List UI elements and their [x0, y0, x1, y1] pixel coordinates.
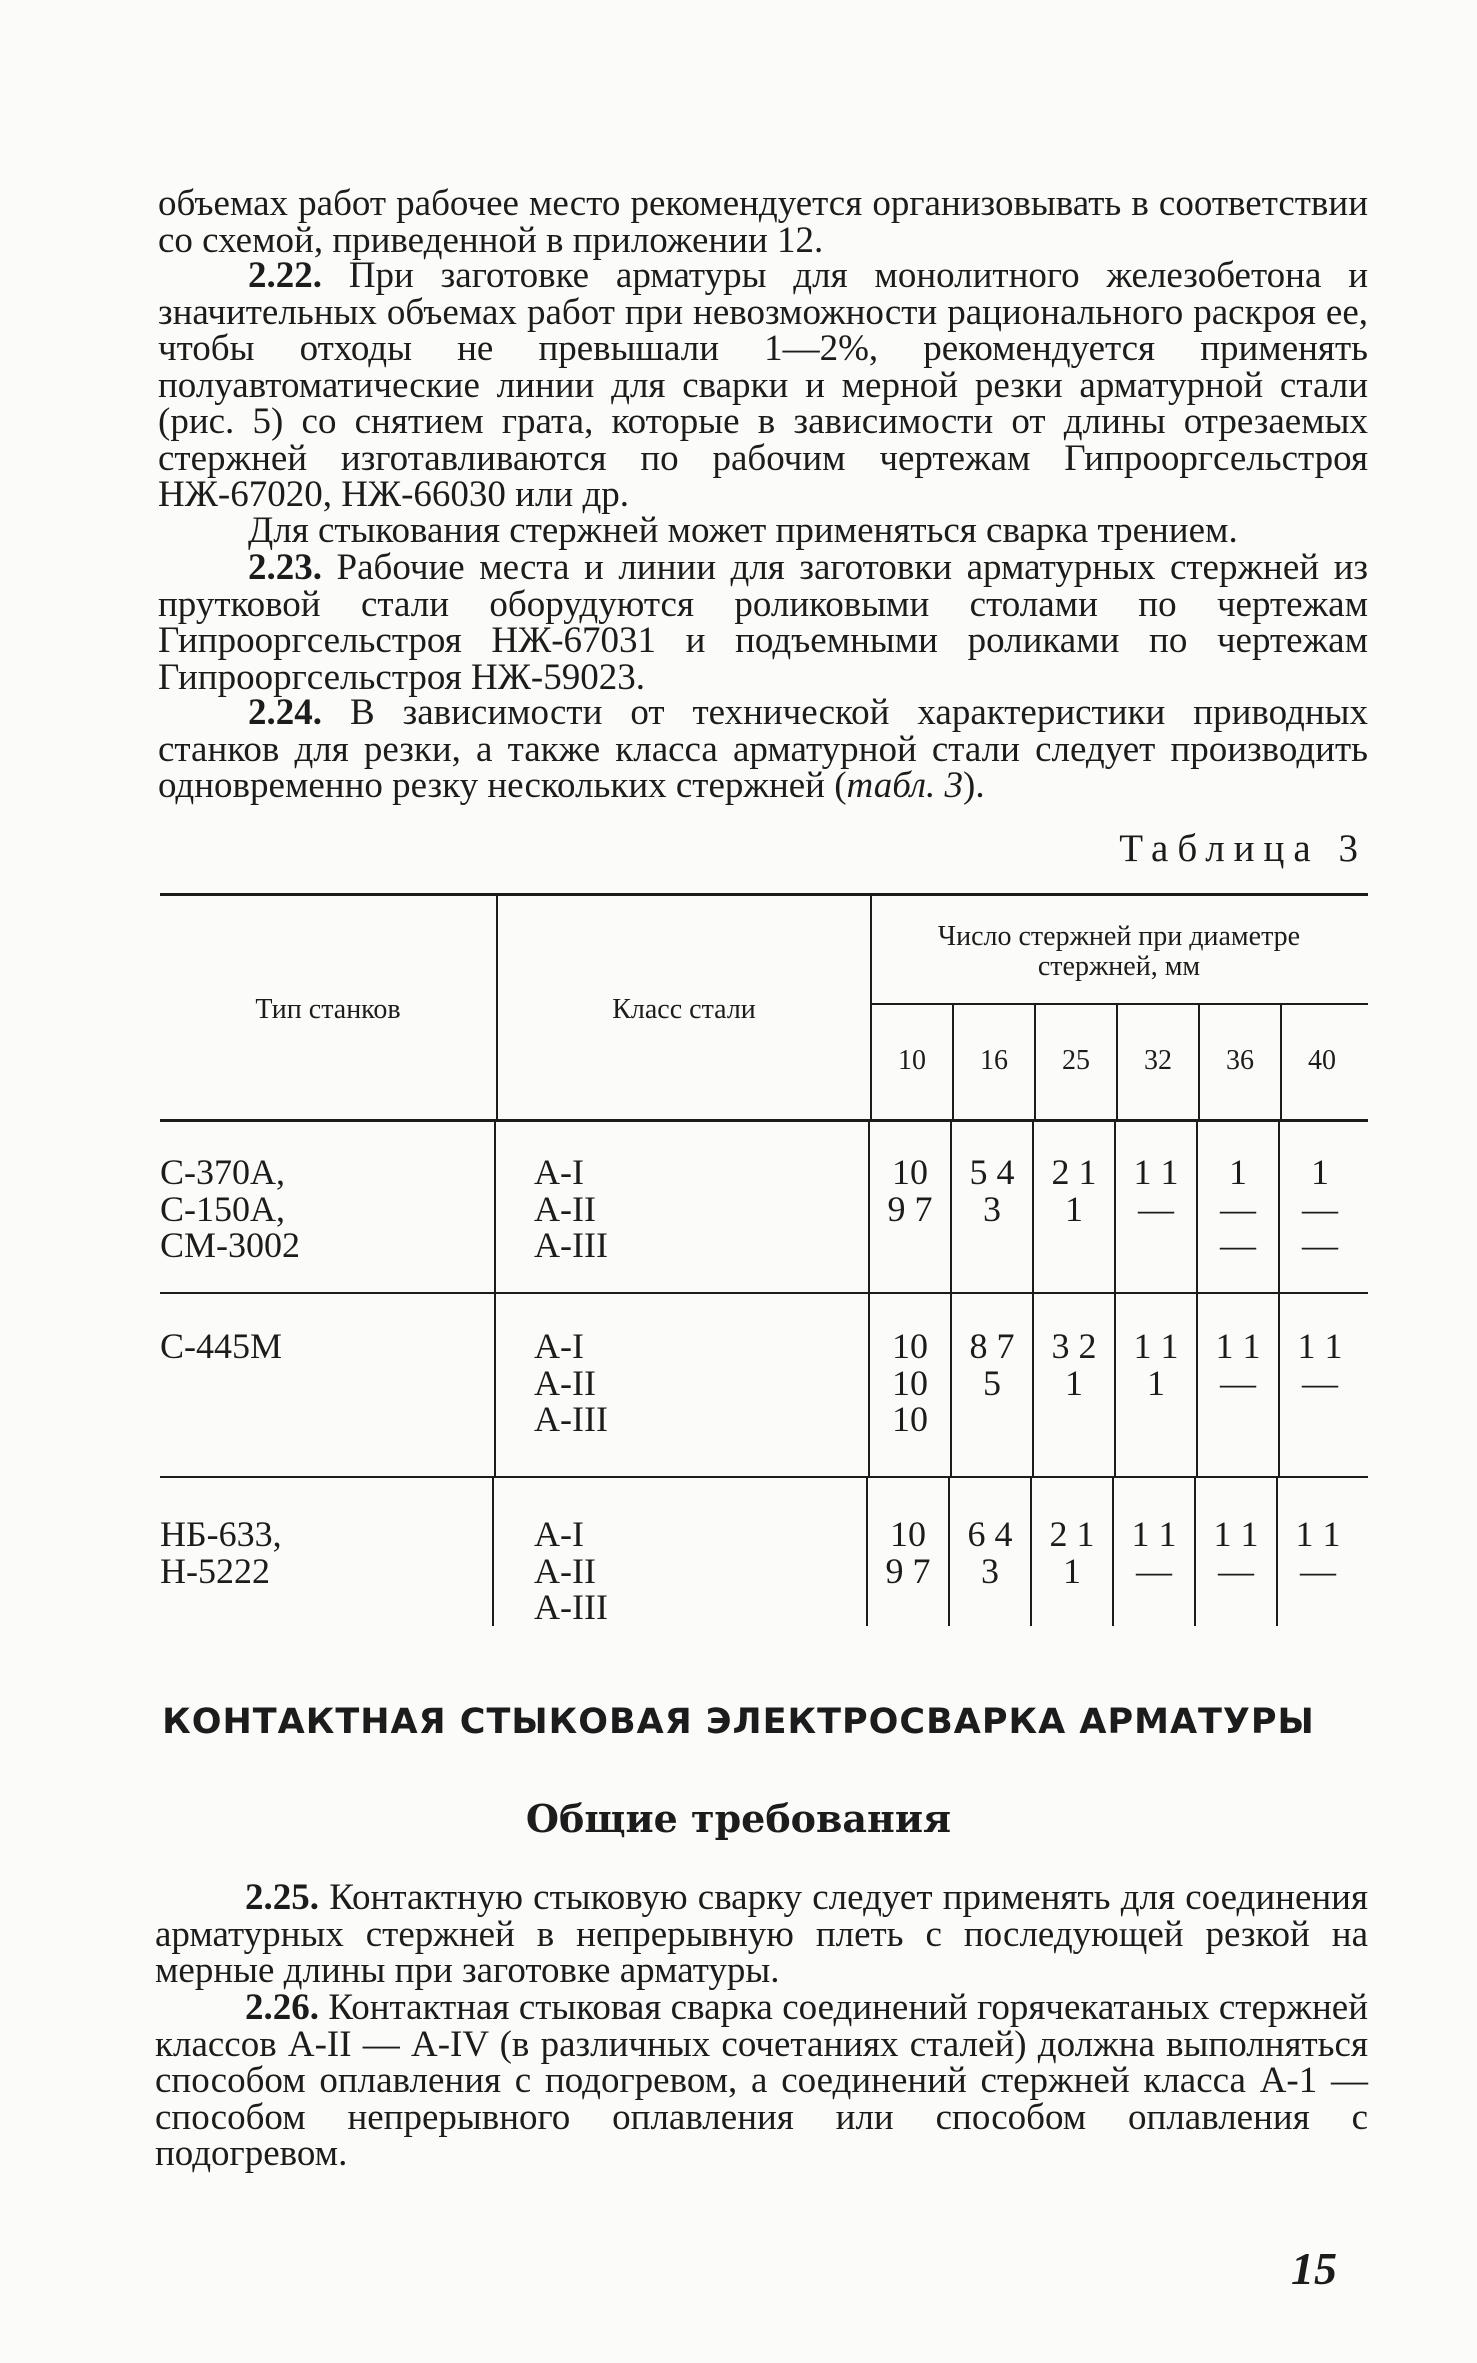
header-diameter-25: 25: [1062, 1045, 1090, 1076]
clause-number: 2.22.: [248, 255, 322, 296]
table-reference: табл. 3: [846, 765, 964, 806]
clause-number: 2.26.: [245, 1987, 319, 2028]
table-cell-values: 8 7 5: [969, 1326, 1015, 1403]
paragraph-2-26: 2.26. Контактная стыковая сварка соединений горячекатаных стержней классов А-II — А-IV (в различных сочетаниях сталей) должна выполняться способом оплавления с подогревом, а соединений стержней класса А-1 — способом непрерывного оплавления или способом оплавления с подогревом.: [155, 1987, 1368, 2174]
group-separator: [160, 1476, 1368, 1478]
header-diameter-32: 32: [1144, 1045, 1172, 1076]
table-cell-values: 10 10 10: [892, 1326, 928, 1439]
section-subtitle: Общие требования: [525, 1796, 952, 1841]
table-cell-values: 1 1 1: [1133, 1326, 1179, 1403]
header-machine-type: Тип станков: [255, 994, 401, 1025]
clause-number: 2.23.: [248, 547, 322, 588]
paragraph-2-25: 2.25. Контактную стыковую сварку следует применять для соединения арматурных стержней в непрерывную плеть с последующей резкой на мерные длины при заготовке арматуры.: [155, 1877, 1368, 1991]
table-cell-values: 1 — —: [1220, 1152, 1256, 1265]
table-cell-values: 1 1 —: [1131, 1514, 1177, 1591]
paragraph-friction-welding: Для стыкования стержней может применяться сварка трением.: [248, 510, 1238, 551]
table-cell-values: 5 4 3: [969, 1152, 1015, 1229]
header-inner-rule: [870, 1003, 1368, 1005]
table-top-rule: [160, 893, 1368, 896]
table-cell-classes: А-I А-II А-III: [534, 1514, 608, 1627]
header-steel-class: Класс стали: [612, 994, 756, 1025]
table-cell-values: 3 2 1: [1051, 1326, 1097, 1403]
paragraph-2-23: 2.23. Рабочие места и линии для заготовки арматурных стержней из прутковой стали оборудуются роликовыми столами по чертежам Гипрооргсельстроя НЖ-67031 и подъемными роликами по чертежам Гипрооргсельстроя НЖ-59023.: [158, 547, 1369, 698]
table-cell-values: 10 9 7: [885, 1514, 931, 1591]
header-diameter-40: 40: [1308, 1045, 1336, 1076]
header-bottom-rule: [160, 1119, 1368, 1122]
page-number: 15: [1291, 2243, 1337, 2294]
table-cell-values: 6 4 3: [967, 1514, 1013, 1591]
table-cell-values: 1 1 —: [1297, 1326, 1343, 1403]
table-caption: Таблица 3: [1119, 827, 1367, 870]
table-cell-values: 1 — —: [1302, 1152, 1338, 1265]
table-cell-machines: НБ-633, Н-5222: [160, 1514, 282, 1591]
paragraph-2-22: 2.22. При заготовке арматуры для монолитного железобетона и значительных объемах работ при невозможности рационального раскроя ее, чтобы отходы не превышали 1—2%, рекомендуется применять полуавтоматические линии для сварки и мерной резки арматурной стали (рис. 5) со снятием грата, которые в зависимости от длины отрезаемых стержней изготавливаются по рабочим чертежам Гипрооргсельстроя НЖ-67020, НЖ-66030 или др.: [158, 255, 1368, 515]
clause-number: 2.25.: [245, 1877, 319, 1918]
table-cell-values: 2 1 1: [1051, 1152, 1097, 1229]
table-cell-classes: А-I А-II А-III: [534, 1326, 608, 1439]
header-diameter-16: 16: [980, 1045, 1008, 1076]
group-separator: [160, 1292, 1368, 1294]
table-cell-values: 1 1 —: [1215, 1326, 1261, 1403]
table-cell-classes: А-I А-II А-III: [534, 1152, 608, 1265]
table-cell-machines: С-445М: [160, 1326, 283, 1366]
table-cell-values: 10 9 7: [887, 1152, 933, 1229]
clause-number: 2.24.: [248, 692, 322, 733]
table-cell-values: 1 1 —: [1133, 1152, 1179, 1229]
table-cell-values: 2 1 1: [1049, 1514, 1095, 1591]
table-cell-machines: С-370А, С-150А, СМ-3002: [160, 1152, 301, 1265]
section-title: КОНТАКТНАЯ СТЫКОВАЯ ЭЛЕКТРОСВАРКА АРМАТУРЫ: [162, 1702, 1315, 1742]
header-rods-count: Число стержней при диаметре стержней, мм: [937, 921, 1301, 982]
table-cell-values: 1 1 —: [1295, 1514, 1341, 1591]
paragraph-2-24: 2.24. В зависимости от технической характеристики приводных станков для резки, а также класса арматурной стали следует производить одновременно резку нескольких стержней (табл. 3).: [158, 692, 1369, 806]
paragraph-intro: объемах работ рабочее место рекомендуется организовывать в соответствии со схемой, приведенной в приложении 12.: [158, 183, 1368, 261]
header-diameter-10: 10: [898, 1045, 926, 1076]
header-diameter-36: 36: [1226, 1045, 1254, 1076]
table-cell-values: 1 1 —: [1213, 1514, 1259, 1591]
